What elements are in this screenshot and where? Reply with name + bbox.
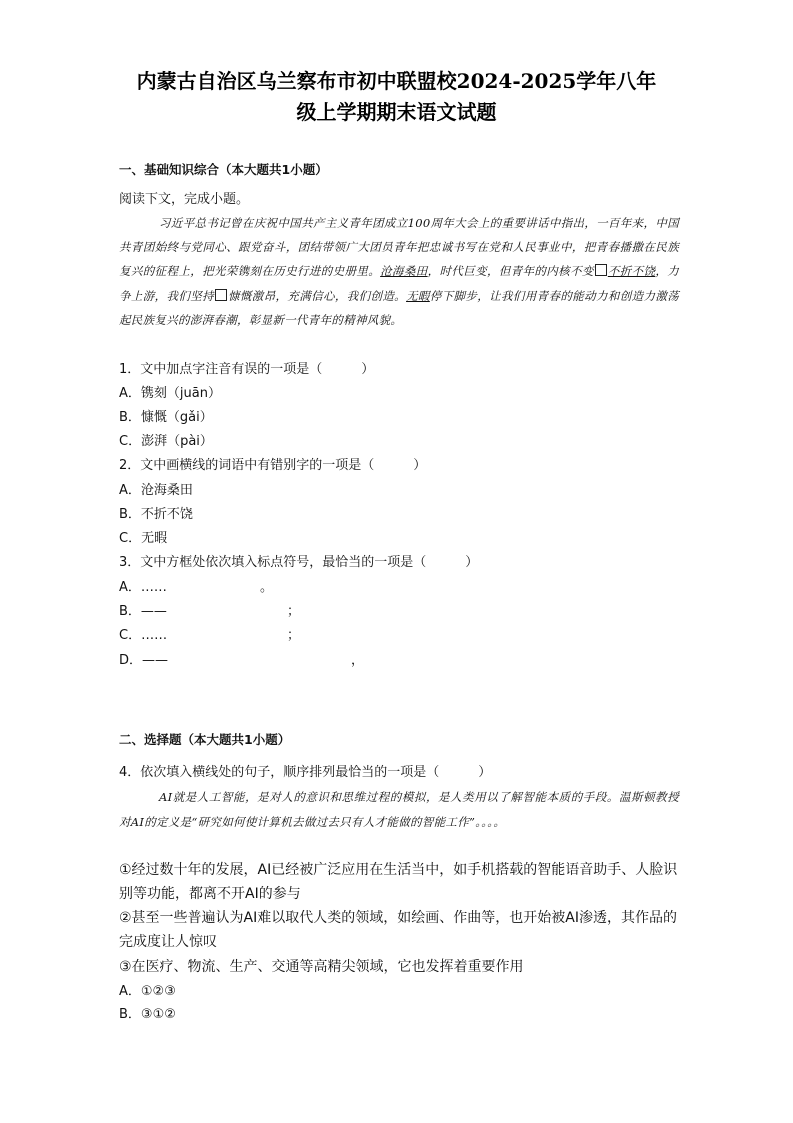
question-3-option-c-mark: ；: [287, 628, 301, 643]
question-4-passage-text: AI就是人工智能，是对人的意识和思维过程的模拟，是人类用以了解智能本质的手段。温斯顿教授对AI的定义是“研究如何使计算机去做过去只有人才能做的智能工作”。。。。: [119, 790, 679, 829]
question-3-stem: 3．文中方框处依次填入标点符号，最恰当的一项是（ ）: [119, 555, 479, 570]
sentence-1: ①经过数十年的发展，AI已经被广泛应用在生活当中，如手机搭载的智能语音助手、人脸识别等功能，都离不开AI的参与: [119, 862, 678, 902]
question-3-option-a: A．……: [119, 580, 167, 595]
question-1-option-a: A．镌刻（juān）: [119, 386, 221, 401]
question-1-option-b: B．慷慨（gǎi）: [119, 410, 213, 425]
reading-passage: [119, 211, 679, 332]
section-1-heading: 一、基础知识综合（本大题共1小题）: [119, 162, 328, 177]
question-2-option-b: B．不折不饶: [119, 507, 193, 522]
sentence-2: ②甚至一些普遍认为AI难以取代人类的领域，如绘画、作曲等，也开始被AI渗透，其作品的完成度让人惊叹: [119, 910, 677, 950]
underlined-word-2: 不折不饶: [607, 264, 656, 279]
page-title: [100, 66, 693, 128]
underlined-word-1: 沧海桑田: [380, 264, 428, 279]
section-2-heading: 二、选择题（本大题共1小题）: [119, 732, 291, 747]
passage-text-3: ，力争上游，我们坚持: [119, 264, 679, 303]
blank-box-1: [595, 264, 607, 276]
question-4-passage: [119, 785, 679, 834]
question-2-option-c: C．无暇: [119, 531, 168, 546]
title-line-2: 级上学期期末语文试题: [296, 100, 497, 124]
passage-text-4: 慷慨激昂，充满信心，我们创造。: [227, 288, 407, 303]
question-3-option-b-mark: ；: [287, 604, 301, 619]
title-line-1: 内蒙古自治区乌兰察布市初中联盟校2024-2025学年八年: [136, 69, 657, 93]
passage-text-2: ，时代巨变，但青年的内核不变: [427, 264, 594, 279]
question-4-option-a: A．①②③: [119, 984, 176, 999]
section-1-intro: 阅读下文，完成小题。: [119, 192, 250, 207]
question-3-option-d: D．——: [119, 653, 169, 668]
passage-text-1: 习近平总书记曾在庆祝中国共产主义青年团成立100周年大会上的重要讲话中指出，一百年来，中国共青团始终与党同心、跟党奋斗，团结带领广大团员青年把忠诚书写在党和人民事业中，把青春播撒在民族复兴的征程上，把光荣镌刻在历史行进的史册里。: [119, 216, 679, 279]
question-3-option-b: B．——: [119, 604, 167, 619]
question-4-stem: 4．依次填入横线处的句子，顺序排列最恰当的一项是（ ）: [119, 765, 492, 780]
question-3-option-c: C．……: [119, 628, 168, 643]
question-3-option-d-mark: ，: [351, 653, 365, 668]
question-2-option-a: A．沧海桑田: [119, 483, 193, 498]
underlined-word-3: 无暇: [406, 288, 430, 303]
blank-box-2: [215, 289, 227, 301]
sentence-3: ③在医疗、物流、生产、交通等高精尖领域，它也发挥着重要作用: [119, 959, 524, 975]
passage-text-5: 停下脚步，让我们用青春的能动力和创造力激荡起民族复兴的澎湃春潮，彰显新一代青年的精神风貌。: [119, 288, 679, 327]
question-3-option-a-mark: 。: [260, 580, 274, 595]
question-1-option-c: C．澎湃（pài）: [119, 434, 213, 449]
question-4-option-b: B．③①②: [119, 1007, 176, 1022]
question-1-stem: 1．文中加点字注音有误的一项是（ ）: [119, 362, 375, 377]
question-2-stem: 2．文中画横线的词语中有错别字的一项是（ ）: [119, 458, 427, 473]
